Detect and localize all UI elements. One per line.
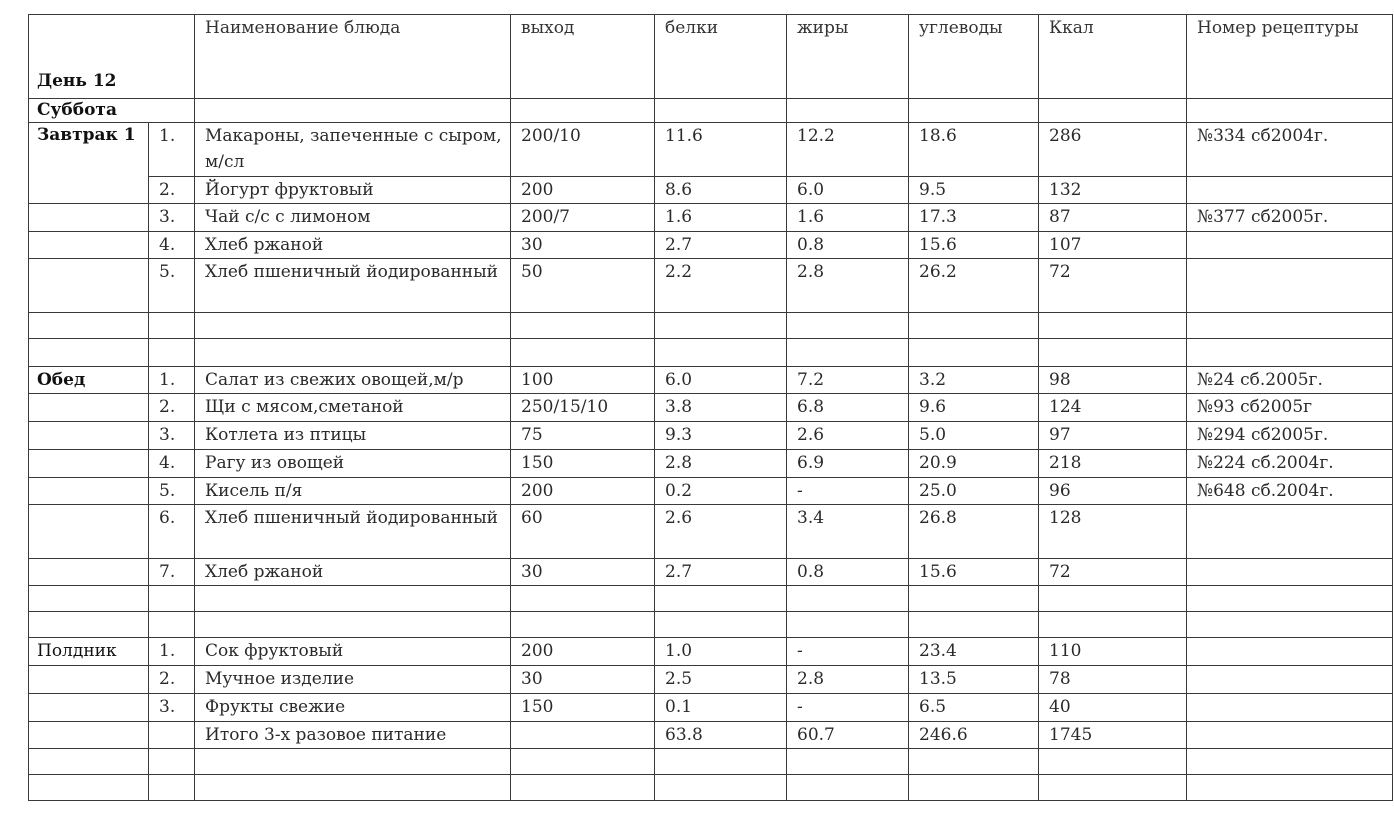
dish-recipe: №294 сб2005г. <box>1187 422 1393 450</box>
dish-name: Фрукты свежие <box>195 694 511 722</box>
dish-carbs: 26.8 <box>909 505 1039 559</box>
dish-protein: 11.6 <box>655 123 787 177</box>
total-protein: 63.8 <box>655 722 787 749</box>
dish-fat: 2.8 <box>787 666 909 694</box>
dish-yield: 200/7 <box>511 204 655 232</box>
empty-cell <box>29 478 149 505</box>
empty-cell <box>787 586 909 612</box>
meal-label-breakfast: Завтрак 1 <box>29 123 149 204</box>
empty-cell <box>1039 339 1187 367</box>
dish-carbs: 18.6 <box>909 123 1039 177</box>
dish-protein: 8.6 <box>655 177 787 204</box>
dish-protein: 0.1 <box>655 694 787 722</box>
dish-number: 1. <box>149 367 195 394</box>
empty-cell <box>1187 339 1393 367</box>
dish-name: Йогурт фруктовый <box>195 177 511 204</box>
empty-cell <box>29 559 149 586</box>
empty-cell <box>511 612 655 638</box>
col-header-fat: жиры <box>787 15 909 99</box>
snack-row <box>29 694 1393 722</box>
dish-recipe: №334 сб2004г. <box>1187 123 1393 177</box>
empty-cell <box>29 694 149 722</box>
empty-cell <box>29 339 149 367</box>
dish-fat: - <box>787 478 909 505</box>
empty-cell <box>909 612 1039 638</box>
dish-number: 5. <box>149 478 195 505</box>
empty-cell <box>655 339 787 367</box>
meal-label-snack: Полдник <box>29 638 149 666</box>
dish-kcal: 286 <box>1039 123 1187 177</box>
empty-cell <box>909 313 1039 339</box>
dish-name: Котлета из птицы <box>195 422 511 450</box>
dish-fat: 2.8 <box>787 259 909 313</box>
dish-recipe <box>1187 559 1393 586</box>
empty-cell <box>29 749 149 775</box>
dish-fat: 2.6 <box>787 422 909 450</box>
dish-carbs: 5.0 <box>909 422 1039 450</box>
lunch-row <box>29 422 1393 450</box>
dish-kcal: 97 <box>1039 422 1187 450</box>
dish-fat: 6.8 <box>787 394 909 422</box>
blank-row <box>29 313 1393 339</box>
empty-cell <box>787 313 909 339</box>
weekday-label: Суббота <box>29 99 195 123</box>
dish-kcal: 78 <box>1039 666 1187 694</box>
dish-protein: 1.6 <box>655 204 787 232</box>
dish-number: 3. <box>149 422 195 450</box>
empty-cell <box>29 612 149 638</box>
empty-cell <box>149 775 195 801</box>
breakfast-row <box>29 259 1393 313</box>
dish-kcal: 107 <box>1039 232 1187 259</box>
col-header-kcal: Ккал <box>1039 15 1187 99</box>
menu-table-body <box>29 15 1393 801</box>
empty-cell <box>787 749 909 775</box>
menu-table <box>28 14 1393 801</box>
dish-fat: 0.8 <box>787 559 909 586</box>
dish-kcal: 110 <box>1039 638 1187 666</box>
dish-protein: 2.5 <box>655 666 787 694</box>
dish-recipe <box>1187 259 1393 313</box>
dish-name: Сок фруктовый <box>195 638 511 666</box>
dish-kcal: 124 <box>1039 394 1187 422</box>
empty-cell <box>29 394 149 422</box>
empty-cell <box>655 99 787 123</box>
breakfast-row <box>29 204 1393 232</box>
dish-recipe: №93 сб2005г <box>1187 394 1393 422</box>
dish-kcal: 96 <box>1039 478 1187 505</box>
dish-fat: 3.4 <box>787 505 909 559</box>
total-label: Итого 3-х разовое питание <box>195 722 511 749</box>
empty-cell <box>787 612 909 638</box>
empty-cell <box>29 666 149 694</box>
total-fat: 60.7 <box>787 722 909 749</box>
dish-protein: 6.0 <box>655 367 787 394</box>
dish-fat: 1.6 <box>787 204 909 232</box>
empty-cell <box>787 339 909 367</box>
empty-cell <box>149 313 195 339</box>
dish-name: Щи с мясом,сметаной <box>195 394 511 422</box>
dish-yield: 50 <box>511 259 655 313</box>
dish-name: Салат из свежих овощей,м/р <box>195 367 511 394</box>
dish-kcal: 72 <box>1039 259 1187 313</box>
col-header-protein: белки <box>655 15 787 99</box>
dish-carbs: 20.9 <box>909 450 1039 478</box>
empty-cell <box>29 505 149 559</box>
dish-fat: 7.2 <box>787 367 909 394</box>
empty-cell <box>511 722 655 749</box>
dish-name: Рагу из овощей <box>195 450 511 478</box>
empty-cell <box>655 612 787 638</box>
empty-cell <box>195 775 511 801</box>
empty-cell <box>29 450 149 478</box>
empty-cell <box>29 722 149 749</box>
dish-name: Макароны, запеченные с сыром, м/сл <box>195 123 511 177</box>
empty-cell <box>29 232 149 259</box>
empty-cell <box>1039 749 1187 775</box>
empty-cell <box>195 339 511 367</box>
dish-yield: 30 <box>511 559 655 586</box>
empty-cell <box>29 586 149 612</box>
empty-cell <box>1187 749 1393 775</box>
dish-carbs: 13.5 <box>909 666 1039 694</box>
empty-cell <box>149 722 195 749</box>
dish-yield: 150 <box>511 694 655 722</box>
dish-recipe <box>1187 232 1393 259</box>
dish-number: 5. <box>149 259 195 313</box>
empty-cell <box>195 313 511 339</box>
empty-cell <box>29 422 149 450</box>
day-cell <box>29 15 195 99</box>
blank-row <box>29 749 1393 775</box>
empty-cell <box>149 612 195 638</box>
dish-carbs: 9.5 <box>909 177 1039 204</box>
empty-cell <box>655 586 787 612</box>
dish-recipe <box>1187 505 1393 559</box>
lunch-row <box>29 505 1393 559</box>
empty-cell <box>655 775 787 801</box>
dish-recipe: №224 сб.2004г. <box>1187 450 1393 478</box>
lunch-row <box>29 367 1393 394</box>
dish-fat: 6.0 <box>787 177 909 204</box>
empty-cell <box>1187 775 1393 801</box>
dish-kcal: 132 <box>1039 177 1187 204</box>
empty-cell <box>511 313 655 339</box>
dish-number: 1. <box>149 123 195 177</box>
dish-protein: 9.3 <box>655 422 787 450</box>
dish-yield: 200 <box>511 177 655 204</box>
empty-cell <box>511 339 655 367</box>
total-kcal: 1745 <box>1039 722 1187 749</box>
dish-fat: - <box>787 638 909 666</box>
dish-protein: 0.2 <box>655 478 787 505</box>
dish-number: 4. <box>149 232 195 259</box>
empty-cell <box>787 775 909 801</box>
dish-name: Хлеб пшеничный йодированный <box>195 259 511 313</box>
empty-cell <box>1187 313 1393 339</box>
col-header-carbs: углеводы <box>909 15 1039 99</box>
dish-yield: 30 <box>511 232 655 259</box>
empty-cell <box>1039 775 1187 801</box>
empty-cell <box>1039 313 1187 339</box>
dish-carbs: 17.3 <box>909 204 1039 232</box>
dish-name: Хлеб ржаной <box>195 559 511 586</box>
empty-cell <box>511 99 655 123</box>
dish-number: 7. <box>149 559 195 586</box>
dish-carbs: 3.2 <box>909 367 1039 394</box>
empty-cell <box>1187 99 1393 123</box>
dish-recipe <box>1187 638 1393 666</box>
dish-kcal: 128 <box>1039 505 1187 559</box>
empty-cell <box>149 339 195 367</box>
empty-cell <box>511 749 655 775</box>
empty-cell <box>195 99 511 123</box>
dish-yield: 250/15/10 <box>511 394 655 422</box>
dish-protein: 1.0 <box>655 638 787 666</box>
dish-carbs: 9.6 <box>909 394 1039 422</box>
empty-cell <box>29 313 149 339</box>
dish-protein: 2.7 <box>655 559 787 586</box>
lunch-row <box>29 394 1393 422</box>
dish-kcal: 72 <box>1039 559 1187 586</box>
breakfast-row <box>29 232 1393 259</box>
meal-label-lunch: Обед <box>29 367 149 394</box>
blank-row <box>29 775 1393 801</box>
dish-number: 3. <box>149 204 195 232</box>
dish-carbs: 26.2 <box>909 259 1039 313</box>
snack-row <box>29 666 1393 694</box>
empty-cell <box>909 99 1039 123</box>
empty-cell <box>149 586 195 612</box>
blank-row <box>29 612 1393 638</box>
dish-number: 6. <box>149 505 195 559</box>
empty-cell <box>195 612 511 638</box>
dish-fat: 0.8 <box>787 232 909 259</box>
dish-number: 3. <box>149 694 195 722</box>
lunch-row <box>29 478 1393 505</box>
empty-cell <box>655 749 787 775</box>
dish-carbs: 6.5 <box>909 694 1039 722</box>
breakfast-row <box>29 177 1393 204</box>
dish-recipe <box>1187 666 1393 694</box>
dish-yield: 200/10 <box>511 123 655 177</box>
dish-number: 4. <box>149 450 195 478</box>
empty-cell <box>511 775 655 801</box>
dish-number: 2. <box>149 177 195 204</box>
empty-cell <box>29 204 149 232</box>
weekday-row <box>29 99 1393 123</box>
dish-carbs: 15.6 <box>909 559 1039 586</box>
dish-kcal: 87 <box>1039 204 1187 232</box>
dish-recipe <box>1187 177 1393 204</box>
dish-recipe: №24 сб.2005г. <box>1187 367 1393 394</box>
empty-cell <box>1187 586 1393 612</box>
dish-carbs: 15.6 <box>909 232 1039 259</box>
col-header-name: Наименование блюда <box>195 15 511 99</box>
empty-cell <box>1039 612 1187 638</box>
empty-cell <box>29 775 149 801</box>
dish-protein: 2.6 <box>655 505 787 559</box>
dish-number: 1. <box>149 638 195 666</box>
empty-cell <box>511 586 655 612</box>
blank-row <box>29 586 1393 612</box>
dish-yield: 30 <box>511 666 655 694</box>
empty-cell <box>1187 722 1393 749</box>
dish-protein: 2.7 <box>655 232 787 259</box>
day-label: День 12 <box>37 71 117 91</box>
dish-yield: 200 <box>511 638 655 666</box>
dish-name: Хлеб пшеничный йодированный <box>195 505 511 559</box>
lunch-row <box>29 450 1393 478</box>
dish-yield: 100 <box>511 367 655 394</box>
total-carbs: 246.6 <box>909 722 1039 749</box>
dish-kcal: 218 <box>1039 450 1187 478</box>
dish-name: Кисель п/я <box>195 478 511 505</box>
empty-cell <box>909 775 1039 801</box>
col-header-yield: выход <box>511 15 655 99</box>
snack-row <box>29 638 1393 666</box>
dish-kcal: 40 <box>1039 694 1187 722</box>
dish-recipe: №648 сб.2004г. <box>1187 478 1393 505</box>
lunch-row <box>29 559 1393 586</box>
total-row <box>29 722 1393 749</box>
dish-fat: - <box>787 694 909 722</box>
dish-carbs: 25.0 <box>909 478 1039 505</box>
dish-name: Мучное изделие <box>195 666 511 694</box>
dish-protein: 2.8 <box>655 450 787 478</box>
empty-cell <box>655 313 787 339</box>
dish-yield: 200 <box>511 478 655 505</box>
empty-cell <box>909 339 1039 367</box>
empty-cell <box>1039 586 1187 612</box>
empty-cell <box>909 749 1039 775</box>
breakfast-row <box>29 123 1393 177</box>
empty-cell <box>909 586 1039 612</box>
dish-name: Чай с/с с лимоном <box>195 204 511 232</box>
empty-cell <box>195 586 511 612</box>
empty-cell <box>29 259 149 313</box>
empty-cell <box>1187 612 1393 638</box>
dish-yield: 75 <box>511 422 655 450</box>
dish-protein: 2.2 <box>655 259 787 313</box>
dish-kcal: 98 <box>1039 367 1187 394</box>
dish-carbs: 23.4 <box>909 638 1039 666</box>
dish-yield: 60 <box>511 505 655 559</box>
dish-yield: 150 <box>511 450 655 478</box>
col-header-recipe: Номер рецептуры <box>1187 15 1393 99</box>
dish-recipe <box>1187 694 1393 722</box>
dish-number: 2. <box>149 666 195 694</box>
empty-cell <box>195 749 511 775</box>
empty-cell <box>1039 99 1187 123</box>
dish-fat: 12.2 <box>787 123 909 177</box>
dish-number: 2. <box>149 394 195 422</box>
empty-cell <box>149 749 195 775</box>
dish-protein: 3.8 <box>655 394 787 422</box>
dish-fat: 6.9 <box>787 450 909 478</box>
header-row <box>29 15 1393 99</box>
dish-name: Хлеб ржаной <box>195 232 511 259</box>
dish-recipe: №377 сб2005г. <box>1187 204 1393 232</box>
empty-cell <box>787 99 909 123</box>
blank-row <box>29 339 1393 367</box>
